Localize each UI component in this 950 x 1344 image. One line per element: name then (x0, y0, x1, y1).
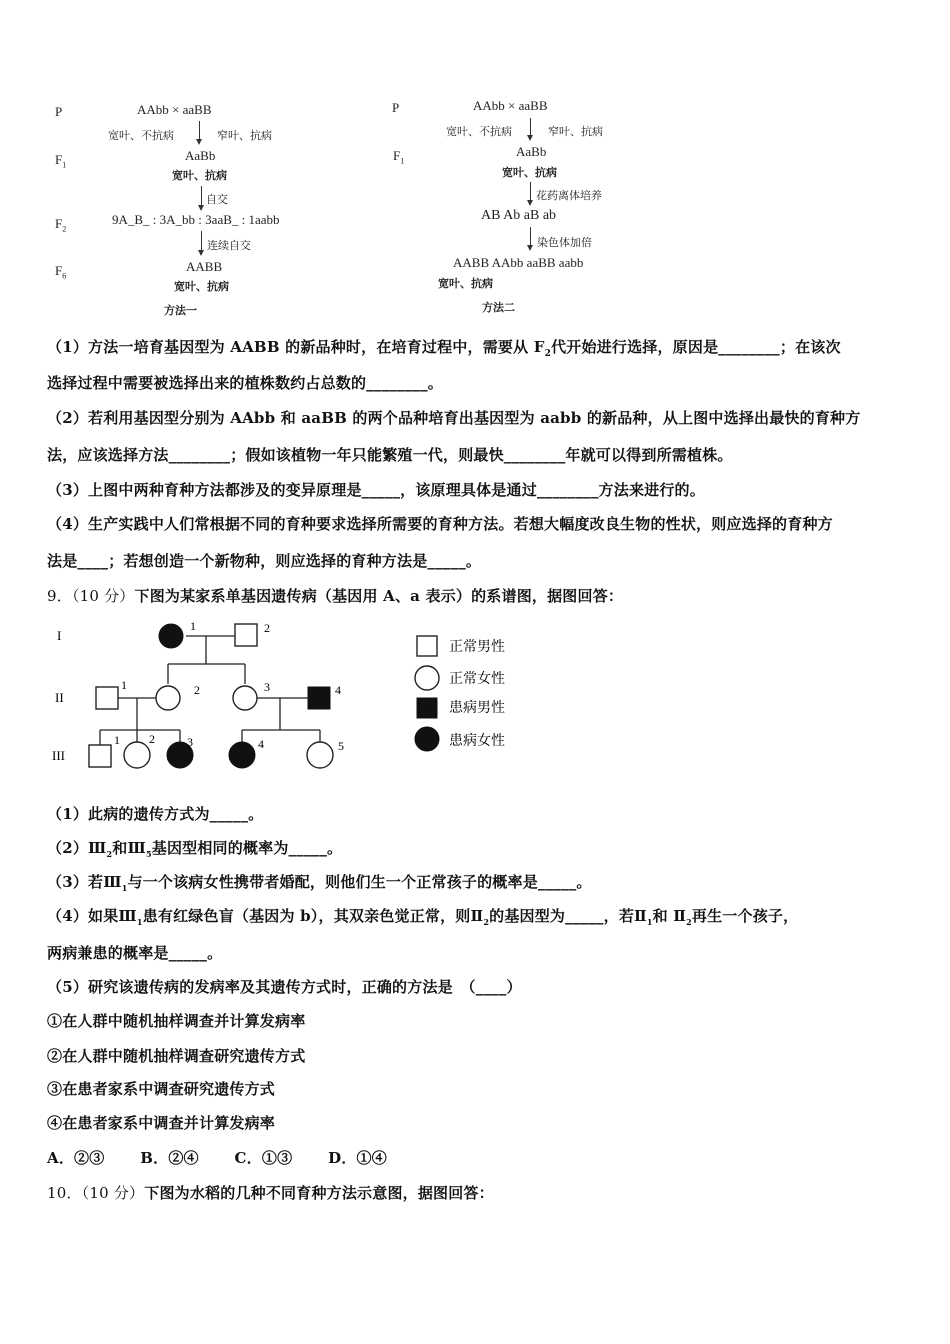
id-II-2: 2 (194, 683, 200, 697)
m2-p-pheno-left: 宽叶、不抗病 (446, 126, 512, 138)
q8-line-5: （3）上图中两种育种方法都涉及的变异原理是_____，该原理具体是通过________方法来进行的。 (47, 481, 705, 499)
q9-sub-4: （4）如果$Ⅲ_1$患有红绿色盲（基因为 b），其双亲色觉正常，则$Ⅱ_2$的基因型为_____，若$Ⅱ_1$和 $Ⅱ_2$再生一个孩子， (47, 907, 799, 927)
legend-affected-male-icon (417, 698, 437, 718)
I-2-normal-male (235, 624, 257, 646)
m2-step-chromosome-doubling: 染色体加倍 (537, 237, 592, 249)
q10-heading: 10．（10 分）下图为水稻的几种不同育种方法示意图，据图回答： (47, 1184, 494, 1202)
pedigree-chart (40, 612, 560, 782)
m2-offspring-phenotype: 宽叶、抗病 (438, 278, 493, 290)
m1-f1-genotype: AaBb (185, 148, 216, 163)
q9-option-1: ①在人群中随机抽样调查并计算发病率 (47, 1012, 306, 1030)
q9-option-3: ③在患者家系中调查研究遗传方式 (47, 1080, 276, 1098)
m1-step-selfing: 自交 (206, 194, 228, 206)
m1-step-continuous-selfing: 连续自交 (207, 240, 251, 252)
m1-caption: 方法一 (164, 305, 197, 317)
id-II-4: 4 (335, 683, 341, 697)
m1-f1-label: $F_1$ (55, 152, 67, 170)
legend-normal-female-icon (415, 666, 439, 690)
m1-p-label: P (55, 104, 63, 119)
q9-option-4: ④在患者家系中调查并计算发病率 (47, 1114, 276, 1132)
m1-p-pheno-right: 窄叶、抗病 (217, 130, 272, 142)
q9-sub-5: （5）研究该遗传病的发病率及其遗传方式时，正确的方法是 （____） (47, 978, 522, 996)
I-1-affected-female (159, 624, 183, 648)
q8-line-2: 选择过程中需要被选择出来的植株数约占总数的________。 (47, 374, 444, 392)
q9-option-2: ②在人群中随机抽样调查研究遗传方式 (47, 1047, 306, 1065)
legend-affected-female-icon (415, 727, 439, 751)
q8-line-3: （2）若利用基因型分别为 AAbb 和 aaBB 的两个品种培育出基因型为 aabb 的新品种，从上图中选择出最快的育种方 (47, 409, 861, 427)
m1-f2-ratio: 9A_B_ : 3A_bb : 3aaB_ : 1aabb (112, 212, 280, 227)
gen-label-II: II (55, 690, 64, 705)
q9-sub-4-cont: 两病兼患的概率是_____。 (47, 944, 223, 962)
legend-normal-male-label: 正常男性 (449, 640, 505, 655)
m1-p-pheno-left: 宽叶、不抗病 (108, 130, 174, 142)
id-III-2: 2 (149, 732, 155, 746)
id-III-5: 5 (338, 739, 344, 753)
legend-normal-female-label: 正常女性 (449, 672, 505, 687)
id-III-3: 3 (187, 735, 193, 749)
q9-sub-1: （1）此病的遗传方式为_____。 (47, 805, 264, 823)
III-1-normal-male (89, 745, 111, 767)
m1-f6-label: $F_6$ (55, 263, 67, 281)
id-III-1: 1 (114, 733, 120, 747)
q9-heading: 9．（10 分）下图为某家系单基因遗传病（基因用 A、a 表示）的系谱图，据图回答： (47, 587, 624, 605)
m2-p-cross: AAbb × aaBB (473, 98, 548, 113)
m1-f6-genotype: AABB (186, 259, 223, 274)
gen-label-I: I (57, 628, 62, 643)
q9-sub-3: （3）若$Ⅲ_1$与一个该病女性携带者婚配，则他们生一个正常孩子的概率是_____。 (47, 873, 592, 893)
m1-f1-phenotype: 宽叶、抗病 (172, 170, 227, 182)
m1-arrow-1 (199, 121, 200, 143)
m2-arrow-3 (530, 227, 531, 249)
q8-line-6: （4）生产实践中人们常根据不同的育种要求选择所需要的育种方法。若想大幅度改良生物的性状，则应选择的育种方 (47, 515, 833, 533)
q9-sub-2: $(2)Ⅲ_2$和$Ⅲ_5$基因型相同的概率为_____。 (47, 839, 343, 859)
legend-affected-male-label: 患病男性 (449, 701, 505, 716)
m1-f2-label: $F_2$ (55, 216, 67, 234)
m2-arrow-1 (530, 118, 531, 139)
m2-arrow-2 (530, 182, 531, 204)
id-II-1: 1 (121, 678, 127, 692)
q8-line-4: 法，应该选择方法________；假如该植物一年只能繁殖一代，则最快________年就可以得到所需植株。 (47, 446, 733, 464)
id-III-4: 4 (258, 737, 264, 751)
m2-caption: 方法二 (482, 302, 515, 314)
II-4-affected-male (308, 687, 330, 709)
q9-choices: A．②③ B．②④ C．①③ D．①④ (47, 1149, 387, 1167)
legend-normal-male-icon (417, 636, 437, 656)
q8-line-7: 法是____；若想创造一个新物种，则应选择的育种方法是_____。 (47, 552, 482, 570)
m2-gametes: AB Ab aB ab (481, 208, 557, 223)
II-1-normal-male (96, 687, 118, 709)
m2-f1-label: $F_1$ (393, 148, 405, 166)
III-5-normal-female (307, 742, 333, 768)
gen-label-III: III (52, 748, 65, 763)
m1-p-cross: AAbb × aaBB (137, 102, 212, 117)
m2-step-anther-culture: 花药离体培养 (536, 190, 602, 202)
m2-p-label: P (392, 100, 400, 115)
II-2-normal-female (156, 686, 180, 710)
III-4-affected-female (229, 742, 255, 768)
m1-arrow-2 (201, 186, 202, 209)
q8-line-1: （1）方法一培育基因型为 AABB 的新品种时，在培育过程中，需要从 $F_2$代开始进行选择，原因是________；在该次 (47, 338, 841, 359)
II-3-normal-female (233, 686, 257, 710)
III-2-normal-female (124, 742, 150, 768)
id-I-2: 2 (264, 621, 270, 635)
id-II-3: 3 (264, 680, 270, 694)
m2-offspring: AABB AAbb aaBB aabb (453, 255, 584, 270)
m2-f1-phenotype: 宽叶、抗病 (502, 167, 557, 179)
m2-p-pheno-right: 窄叶、抗病 (548, 126, 603, 138)
m2-f1-genotype: AaBb (516, 144, 547, 159)
m1-f6-phenotype: 宽叶、抗病 (174, 281, 229, 293)
id-I-1: 1 (190, 619, 196, 633)
legend-affected-female-label: 患病女性 (449, 734, 505, 749)
m1-arrow-3 (201, 231, 202, 254)
